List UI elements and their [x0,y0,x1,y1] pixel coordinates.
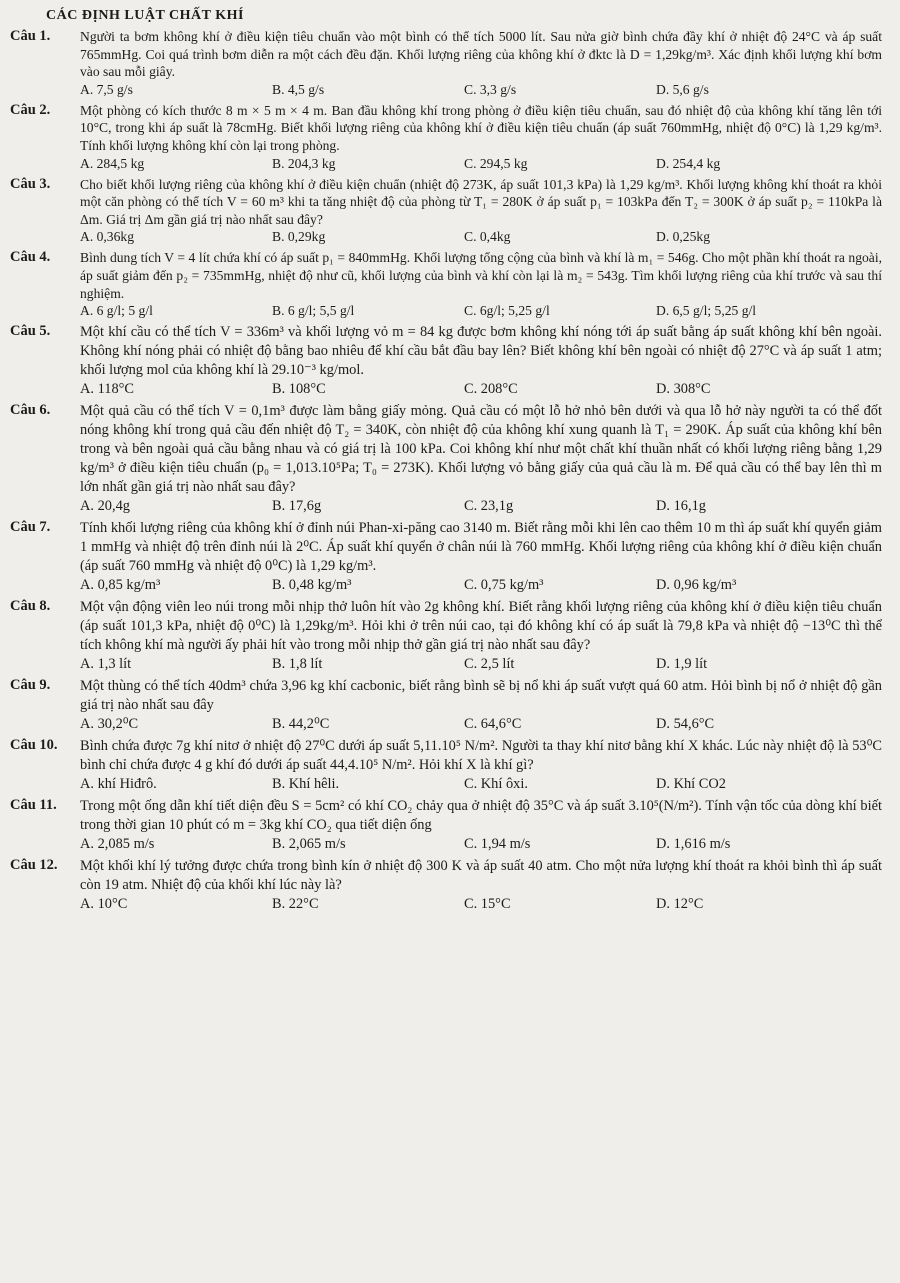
question-9 [10,677,882,734]
answer-option-b[interactable]: B. 0,48 kg/m³ [272,577,352,594]
answer-option-a[interactable]: A. 118°C [80,381,134,398]
answer-option-d[interactable]: D. 0,25kg [656,229,710,245]
answer-option-c[interactable]: C. 15°C [464,896,511,913]
question-label: Câu 12. [10,857,58,874]
answer-option-b[interactable]: B. 44,2⁰C [272,716,330,733]
answer-option-b[interactable]: B. Khí hêli. [272,776,340,793]
answer-options [80,775,882,794]
question-label: Câu 4. [10,249,51,266]
answer-option-c[interactable]: C. 208°C [464,381,518,398]
question-text: Một khối khí lý tưởng được chứa trong bình kín ở nhiệt độ 300 K và áp suất 40 atm. Cho một nửa lượng khí thoát ra khỏi bình thì áp suất còn 19 atm. Nhiệt độ của khối khí lúc này là? [80,858,882,894]
question-label: Câu 10. [10,737,58,754]
question-label: Câu 1. [10,28,51,44]
question-5 [10,323,882,399]
answer-options [80,380,882,399]
answer-option-c[interactable]: C. 2,5 lít [464,656,515,673]
answer-options [80,715,882,734]
question-label: Câu 7. [10,519,51,536]
answer-option-a[interactable]: A. 6 g/l; 5 g/l [80,303,153,319]
answer-option-a[interactable]: A. khí Hiđrô. [80,776,157,793]
answer-options [80,835,882,854]
answer-options [80,302,882,320]
answer-options [80,228,882,246]
answer-option-c[interactable]: C. 23,1g [464,498,514,515]
answer-options [80,895,882,914]
question-label: Câu 3. [10,175,51,192]
answer-option-d[interactable]: D. 254,4 kg [656,155,721,171]
answer-option-a[interactable]: A. 1,3 lít [80,656,132,673]
question-1 [10,28,882,99]
question-body [80,598,882,674]
answer-options [80,497,882,516]
question-8 [10,598,882,674]
answer-option-b[interactable]: B. 204,3 kg [272,155,336,171]
question-label: Câu 9. [10,677,51,694]
question-body [80,102,882,173]
section-title: CÁC ĐỊNH LUẬT CHẤT KHÍ [46,8,244,23]
answer-option-b[interactable]: B. 17,6g [272,498,322,515]
answer-options [80,155,882,173]
answer-option-c[interactable]: C. Khí ôxi. [464,776,528,793]
question-text: Tính khối lượng riêng của không khí ở đỉnh núi Phan-xi-păng cao 3140 m. Biết rằng mỗi khi lên cao thêm 10 m thì áp suất khí quyển giảm 1 mmHg và nhiệt độ trên đỉnh núi là 2⁰C. Áp suất khí quyển ở chân núi là 760 mmHg. Khối lượng riêng của không khí ở điều kiện chuẩn (áp suất 760 mmHg và nhiệt độ 0⁰C) là 1,29 kg/m³. [80,520,882,575]
question-text: Một vận động viên leo núi trong mỗi nhịp thở luôn hít vào 2g không khí. Biết rằng khối lượng riêng của không khí ở điều kiện tiêu chuẩn (áp suất 101,3 kPa, nhiệt độ 0⁰C) là 1,29kg/m³. Hỏi khi ở trên núi cao, tại đó không khí có áp suất là 79,8 kPa và nhiệt độ −13⁰C thì thể tích không khí mà người ấy phải hít vào trong mỗi nhịp thở gần giá trị nào nhất sau đây? [80,599,882,654]
answer-options [80,81,882,99]
answer-option-a[interactable]: A. 284,5 kg [80,155,145,171]
answer-option-a[interactable]: A. 10°C [80,896,128,913]
question-body [80,519,882,595]
answer-option-d[interactable]: D. 6,5 g/l; 5,25 g/l [656,303,757,319]
answer-option-b[interactable]: B. 108°C [272,381,326,398]
answer-option-b[interactable]: B. 2,065 m/s [272,836,346,853]
answer-option-d[interactable]: D. 5,6 g/s [656,81,709,97]
question-label: Câu 11. [10,797,57,814]
question-label: Câu 8. [10,598,51,615]
question-body [80,677,882,734]
answer-option-c[interactable]: C. 6g/l; 5,25 g/l [464,303,550,319]
question-label: Câu 5. [10,323,51,340]
question-text: Một khí cầu có thể tích V = 336m³ và khối lượng vỏ m = 84 kg được bơm không khí nóng tới áp suất bằng áp suất không khí bên ngoài. Không khí nóng phải có nhiệt độ bằng bao nhiêu để khí cầu bắt đầu bay lên? Biết không khí bên ngoài có nhiệt độ 27°C và áp suất 1 atm; khối lượng mol của không khí là 29.10⁻³ kg/mol. [80,324,882,379]
answer-option-a[interactable]: A. 7,5 g/s [80,81,133,97]
question-text: Một quả cầu có thể tích V = 0,1m³ được làm bằng giấy mỏng. Quả cầu có một lỗ hở nhỏ bên dưới và qua lỗ hở này người ta có thể đốt nóng không khí trong quả cầu đến nhiệt độ T₂ = 340K, còn nhiệt độ của không khí xung quanh là T₁ = 290K. Áp suất của không khí bên trong và bên ngoài quả cầu bằng nhau và có giá trị là 100 kPa. Coi không khí như một chất khí thuần nhất có khối lượng riêng bằng 1,29 kg/m³ ở điều kiện tiêu chuẩn (p₀ = 1,013.10⁵Pa; T₀ = 273K). Khối lượng vỏ bằng giấy của quả cầu là m. Để quả cầu có thể bay lên thì m lớn nhất gần giá trị nào nhất sau đây? [80,403,882,496]
answer-option-a[interactable]: A. 0,85 kg/m³ [80,577,161,594]
answer-option-d[interactable]: D. Khí CO2 [656,776,726,793]
question-label: Câu 2. [10,101,51,118]
answer-option-b[interactable]: B. 0,29kg [272,229,326,245]
question-4 [10,249,882,320]
question-text: Bình chứa được 7g khí nitơ ở nhiệt độ 27⁰C dưới áp suất 5,11.10⁵ N/m². Người ta thay khí nitơ bằng khí X khác. Lúc này nhiệt độ là 53⁰C bình chỉ chứa được 4 g khí đó dưới áp suất 44,4.10⁵ N/m². Hỏi khí X là khí gì? [80,738,882,774]
question-text: Một thùng có thể tích 40dm³ chứa 3,96 kg khí cacbonic, biết rằng bình sẽ bị nổ khi áp suất vượt quá 60 atm. Hỏi bình bị nổ ở nhiệt độ gần giá trị nào nhất sau đây [80,678,882,714]
question-label: Câu 6. [10,402,51,419]
answer-option-a[interactable]: A. 2,085 m/s [80,836,155,853]
answer-option-b[interactable]: B. 4,5 g/s [272,81,325,97]
question-body [80,797,882,854]
answer-option-c[interactable]: C. 1,94 m/s [464,836,531,853]
answer-option-b[interactable]: B. 6 g/l; 5,5 g/l [272,303,355,319]
answer-option-a[interactable]: A. 20,4g [80,498,130,515]
question-text: Người ta bơm không khí ở điều kiện tiêu chuẩn vào một bình có thể tích 5000 lít. Sau nửa giờ bình chứa đầy khí ở nhiệt độ 24°C và áp suất 765mmHg. Coi quá trình bơm diễn ra một cách đều đặn. Khối lượng riêng của không khí ở đktc là D = 1,29kg/m³. Xác định khối lượng khí bơm vào sau mỗi giây. [80,29,882,80]
answer-option-d[interactable]: D. 54,6°C [656,716,715,733]
answer-option-d[interactable]: D. 1,616 m/s [656,836,731,853]
answer-option-a[interactable]: A. 30,2⁰C [80,716,139,733]
answer-option-c[interactable]: C. 3,3 g/s [464,81,517,97]
question-list [10,28,882,914]
question-body [80,323,882,399]
answer-option-b[interactable]: B. 22°C [272,896,319,913]
question-11 [10,797,882,854]
question-2 [10,102,882,173]
question-body [80,737,882,794]
answer-option-c[interactable]: C. 294,5 kg [464,155,528,171]
answer-option-d[interactable]: D. 16,1g [656,498,706,515]
question-text: Trong một ống dẫn khí tiết diện đều S = 5cm² có khí CO₂ chảy qua ở nhiệt độ 35°C và áp suất 3.10⁵(N/m²). Tính vận tốc của dòng khí biết trong thời gian 10 phút có m = 3kg khí CO₂ qua tiết diện ống [80,798,882,834]
question-body [80,249,882,320]
question-body [80,857,882,914]
question-body [80,176,882,247]
question-6 [10,402,882,516]
answer-option-d[interactable]: D. 12°C [656,896,704,913]
question-body [80,402,882,516]
question-7 [10,519,882,595]
question-text: Bình dung tích V = 4 lít chứa khí có áp suất p₁ = 840mmHg. Khối lượng tổng cộng của bình và khí là m₁ = 546g. Cho một phần khí thoát ra ngoài, áp suất giảm đến p₂ = 735mmHg, nhiệt độ như cũ, khối lượng của bình và khí còn lại là m₂ = 543g. Tìm khối lượng riêng của khí trước và sau thí nghiệm. [80,250,882,301]
question-12 [10,857,882,914]
answer-option-c[interactable]: C. 0,4kg [464,229,511,245]
question-body [80,28,882,99]
question-text: Cho biết khối lượng riêng của không khí ở điều kiện chuẩn (nhiệt độ 273K, áp suất 101,3 kPa) là 1,29 kg/m³. Khối lượng không khí thoát ra khỏi một căn phòng có thể tích V = 60 m³ khi ta tăng nhiệt độ của phòng từ T₁ = 280K ở áp suất p₁ = 103kPa đến T₂ = 300K ở áp suất p₂ = 110kPa là Δm. Giá trị Δm gần giá trị nào nhất sau đây? [80,176,882,227]
answer-option-c[interactable]: C. 0,75 kg/m³ [464,577,544,594]
answer-option-c[interactable]: C. 64,6°C [464,716,522,733]
answer-options [80,576,882,595]
answer-option-a[interactable]: A. 0,36kg [80,229,134,245]
answer-option-d[interactable]: D. 308°C [656,381,711,398]
answer-option-d[interactable]: D. 0,96 kg/m³ [656,577,737,594]
answer-options [80,655,882,674]
question-text: Một phòng có kích thước 8 m × 5 m × 4 m. Ban đầu không khí trong phòng ở điều kiện tiêu chuẩn, sau đó nhiệt độ của không khí tăng lên tới 10°C, trong khi áp suất là 78cmHg. Biết khối lượng riêng của không khí ở điều kiện tiêu chuẩn (áp suất 760mmHg, nhiệt độ 0°C) là 1,29 kg/m³. Tính khối lượng không khí còn lại trong phòng. [80,102,882,153]
question-10 [10,737,882,794]
question-3 [10,176,882,247]
answer-option-b[interactable]: B. 1,8 lít [272,656,323,673]
answer-option-d[interactable]: D. 1,9 lít [656,656,708,673]
